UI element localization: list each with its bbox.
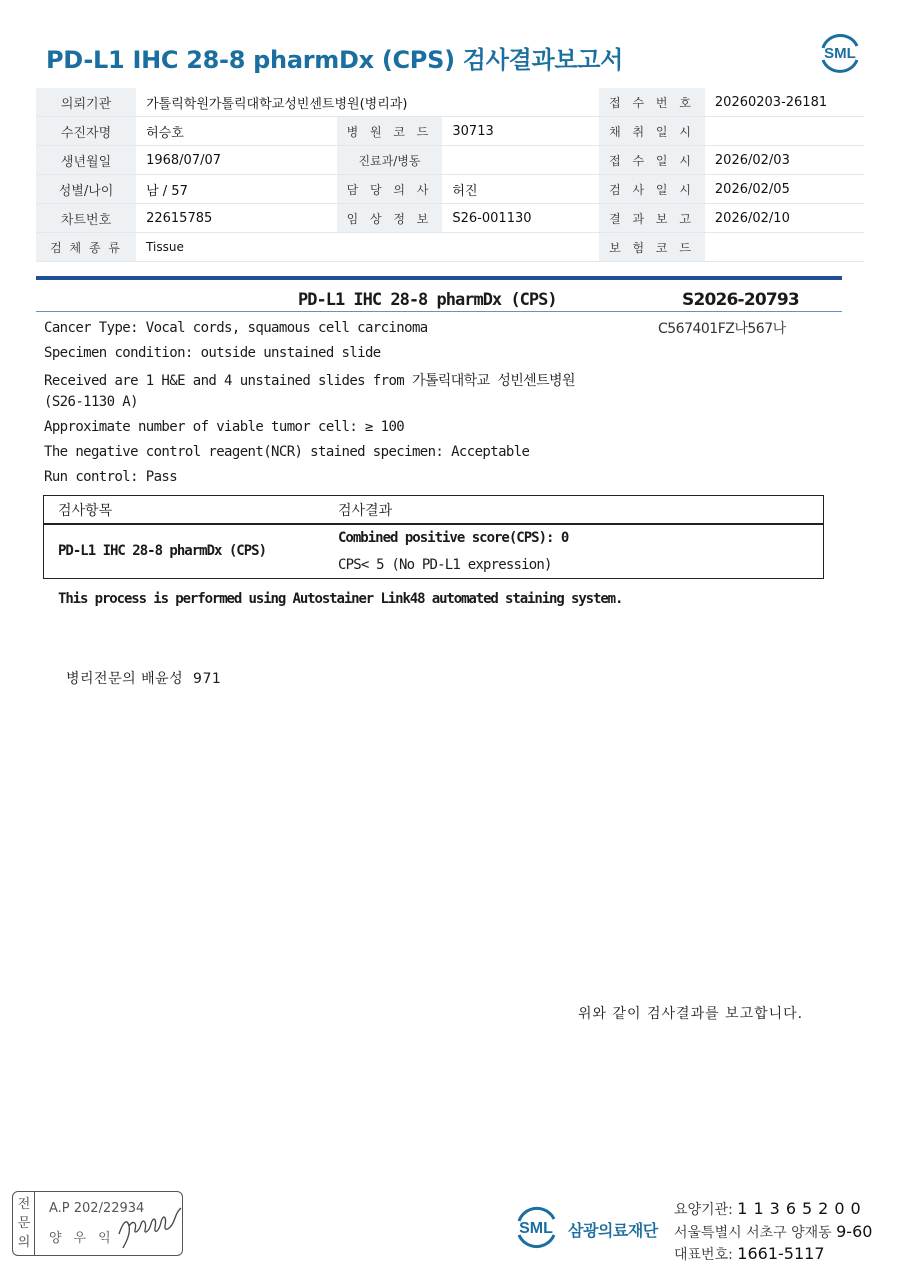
value-receipt-number: 20260203-26181 — [705, 88, 864, 117]
value-receipt-date: 2026/02/03 — [705, 146, 864, 175]
info-row — [36, 146, 864, 175]
result-header-result: 검사결과 — [338, 503, 393, 519]
result-table — [43, 495, 824, 579]
process-note: This process is performed using Autostainer Link48 automated staining system. — [58, 591, 623, 607]
stamp-ap-number: A.P 202/22934 — [49, 1201, 145, 1216]
report-heading: PD-L1 IHC 28-8 pharmDx (CPS) — [298, 290, 557, 310]
info-row — [36, 204, 864, 233]
value-sex-age: 남 / 57 — [136, 175, 336, 204]
result-item-name: PD-L1 IHC 28-8 pharmDx (CPS) — [58, 543, 267, 559]
value-collection-date — [705, 117, 864, 146]
label-birth-date: 생년월일 — [36, 146, 136, 175]
footer-phone — [674, 1244, 825, 1264]
footer-address — [674, 1222, 872, 1242]
section-divider-thick — [36, 276, 842, 280]
stamp-specialist-name: 양우익 — [49, 1231, 123, 1246]
report-line-slide-id: (S26-1130 A) — [44, 394, 138, 410]
value-birth-date: 1968/07/07 — [136, 146, 336, 175]
report-code: C567401FZ나567나 — [658, 321, 786, 337]
value-requesting-institution: 가톨릭학원가톨릭대학교성빈센트병원(병리과) — [136, 88, 599, 117]
handwritten-signature-icon — [113, 1204, 185, 1250]
label-collection-date: 채 취 일 시 — [599, 117, 705, 146]
report-line-received: Received are 1 H&E and 4 unstained slides from 가톨릭대학교 성빈센트병원 — [44, 373, 575, 389]
sml-footer-logo-text: SML — [519, 1220, 553, 1237]
label-test-date: 검 사 일 시 — [599, 175, 705, 204]
label-department-ward: 진료과/병동 — [337, 146, 443, 175]
info-row — [36, 88, 864, 117]
report-line-cancer-type: Cancer Type: Vocal cords, squamous cell carcinoma — [44, 320, 428, 336]
label-result-report: 결 과 보 고 — [599, 204, 705, 233]
report-id: S2026-20793 — [682, 290, 799, 310]
footer-code-label: 요양기관: — [674, 1202, 733, 1218]
value-result-report: 2026/02/10 — [705, 204, 864, 233]
report-line-ncr: The negative control reagent(NCR) stained specimen: Acceptable — [44, 444, 530, 460]
label-sex-age: 성별/나이 — [36, 175, 136, 204]
value-specimen-type: Tissue — [136, 233, 599, 262]
label-hospital-code: 병 원 코 드 — [337, 117, 443, 146]
info-row — [36, 117, 864, 146]
label-requesting-institution: 의뢰기관 — [36, 88, 136, 117]
footer-address-number: 9-60 — [836, 1222, 873, 1241]
label-attending-doctor: 담 당 의 사 — [337, 175, 443, 204]
result-interpretation: CPS< 5 (No PD-L1 expression) — [338, 557, 552, 573]
value-insurance-code — [705, 233, 864, 262]
report-line-run-control: Run control: Pass — [44, 469, 178, 485]
section-divider-thin — [36, 311, 842, 312]
value-clinical-info: S26-001130 — [442, 204, 599, 233]
closing-statement: 위와 같이 검사결과를 보고합니다. — [578, 1006, 804, 1022]
label-specimen-type: 검 체 종 류 — [36, 233, 136, 262]
page-title: PD-L1 IHC 28-8 pharmDx (CPS) 검사결과보고서 — [46, 46, 623, 74]
report-line-viable-tumor: Approximate number of viable tumor cell: ≥ 100 — [44, 419, 405, 435]
label-insurance-code: 보 험 코 드 — [599, 233, 705, 262]
footer-institution-code — [674, 1199, 867, 1219]
report-line-specimen-condition: Specimen condition: outside unstained slide — [44, 345, 381, 361]
sml-logo-text: SML — [824, 45, 856, 62]
footer-phone-label: 대표번호: — [674, 1247, 733, 1263]
result-cps-score: Combined positive score(CPS): 0 — [338, 530, 569, 546]
specialist-stamp — [12, 1191, 183, 1256]
value-test-date: 2026/02/05 — [705, 175, 864, 204]
result-header-item: 검사항목 — [58, 503, 113, 519]
label-receipt-number: 접 수 번 호 — [599, 88, 705, 117]
footer-phone-value: 1661-5117 — [737, 1244, 825, 1263]
stamp-vertical-label: 전문의 — [17, 1197, 31, 1250]
value-chart-number: 22615785 — [136, 204, 336, 233]
footer-code-value: 11365200 — [737, 1199, 867, 1218]
patient-info-table — [36, 88, 864, 262]
label-patient-name: 수진자명 — [36, 117, 136, 146]
label-clinical-info: 임 상 정 보 — [337, 204, 443, 233]
sml-logo-icon — [815, 30, 865, 76]
value-hospital-code: 30713 — [442, 117, 599, 146]
stamp-label-column — [13, 1192, 35, 1255]
result-header-divider — [44, 523, 823, 525]
value-attending-doctor: 허진 — [442, 175, 599, 204]
info-row — [36, 175, 864, 204]
label-receipt-date: 접 수 일 시 — [599, 146, 705, 175]
value-department-ward — [442, 146, 599, 175]
info-row — [36, 233, 864, 262]
pathologist-signature-line: 병리전문의 배윤성 971 — [66, 671, 222, 687]
company-name: 삼광의료재단 — [568, 1221, 658, 1240]
value-patient-name: 허승호 — [136, 117, 336, 146]
footer-address-prefix: 서울특별시 서초구 양재동 — [674, 1225, 832, 1241]
sml-footer-logo-icon — [510, 1201, 562, 1253]
label-chart-number: 차트번호 — [36, 204, 136, 233]
